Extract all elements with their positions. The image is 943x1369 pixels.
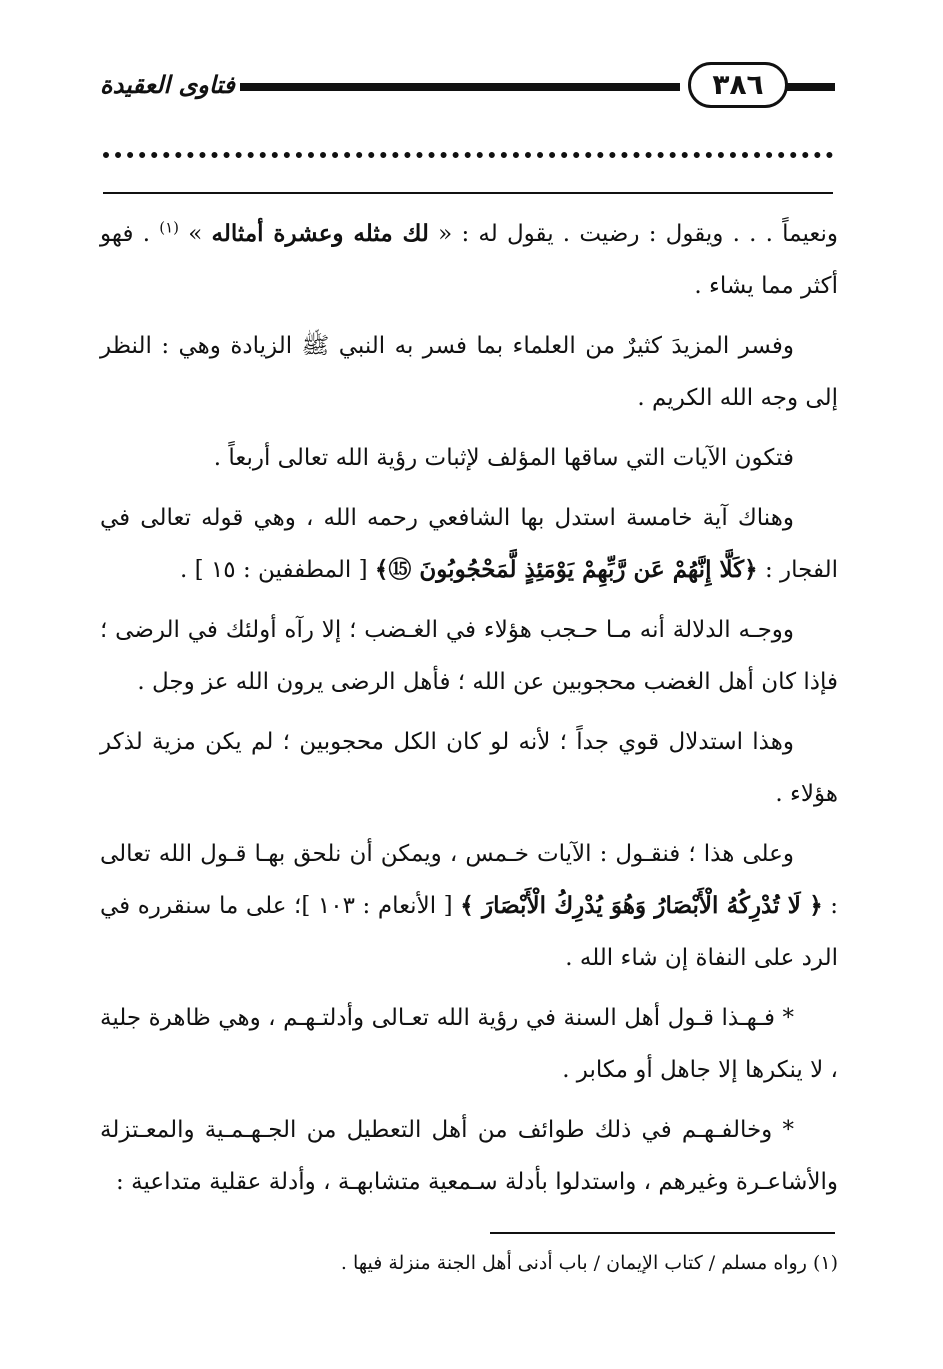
p1-text-c: . فهو أكثر مما يشاء . [100,221,838,299]
dotted-separator [103,152,833,158]
header-underline [103,192,833,194]
hadith-quote: لك مثله وعشرة أمثاله [211,220,429,247]
body-text [100,208,838,1208]
paragraph-8: * فـهـذا قـول أهل السنة في رؤية الله تعـالى وأدلتـهـم ، وهي ظاهرة جلية ، لا ينكرها إلا جاهل أو مكابر . [100,1005,838,1083]
p1-text-b: » [188,221,203,247]
p4-text-b: [ المطففين : ١٥ ] . [180,557,368,583]
header-rule-end [786,83,835,91]
paragraph-7 [100,828,838,984]
paragraph-9: * وخالفـهـم في ذلك طوائف من أهل التعطيل من الجـهـمـية والمعـتزلة والأشاعـرة وغيرهم ، واستدلوا بأدلة سـمعية متشابهـة ، وأدلة عقلية متداعية : [100,1117,838,1195]
p1-text-a: ونعيماً . . . ويقول : رضيت . يقول له : « [438,221,839,247]
header-rule [240,83,680,91]
page-number: ٣٨٦ [688,62,788,108]
p7-text-b: [ الأنعام : ١٠٣ ]؛ على ما سنقرره في الرد على النفاة إن شاء الله . [100,893,838,971]
paragraph-2: وفسر المزيدَ كثيرٌ من العلماء بما فسر به النبي ﷺ الزيادة وهي : النظر إلى وجه الله الكريم . [100,333,838,411]
quran-verse: ﴿كَلَّا إِنَّهُمْ عَن رَّبِّهِمْ يَوْمَئِذٍ لَّمَحْجُوبُونَ ⑮﴾ [374,556,758,583]
paragraph-6: وهذا استدلال قوي جداً ؛ لأنه لو كان الكل محجوبين ؛ لم يكن مزية لذكر هؤلاء . [100,729,838,807]
quran-verse: ﴿ لَا تُدْرِكُهُ الْأَبْصَارُ وَهُوَ يُدْرِكُ الْأَبْصَارَ ﴾ [460,892,823,919]
paragraph-3: فتكون الآيات التي ساقها المؤلف لإثبات رؤية الله تعالى أربعاً . [213,445,794,471]
p7-text-a: وعلى هذا ؛ فنقـول : الآيات خـمس ، ويمكن أن نلحق بهـا قـول الله تعالى : [100,841,838,919]
paragraph-4 [100,492,838,596]
footnote: (١) رواه مسلم / كتاب الإيمان / باب أدنى أهل الجنة منزلة فيها . [340,1252,838,1274]
page-header [100,60,835,120]
footnote-ref: (١) [159,218,180,237]
paragraph-5: ووجـه الدلالة أنه مـا حـجب هؤلاء في الغـضب ؛ إلا رآه أولئك في الرضى ؛ فإذا كان أهل الغضب محجوبين عن الله ؛ فأهل الرضى يرون الله عز وجل . [100,617,838,695]
paragraph-1 [100,208,838,312]
p4-text-a: وهناك آية خامسة استدل بها الشافعي رحمه الله ، وهي قوله تعالى في الفجار : [100,505,838,583]
footnote-rule [490,1232,835,1234]
running-title: فتاوى العقيدة [100,71,235,99]
